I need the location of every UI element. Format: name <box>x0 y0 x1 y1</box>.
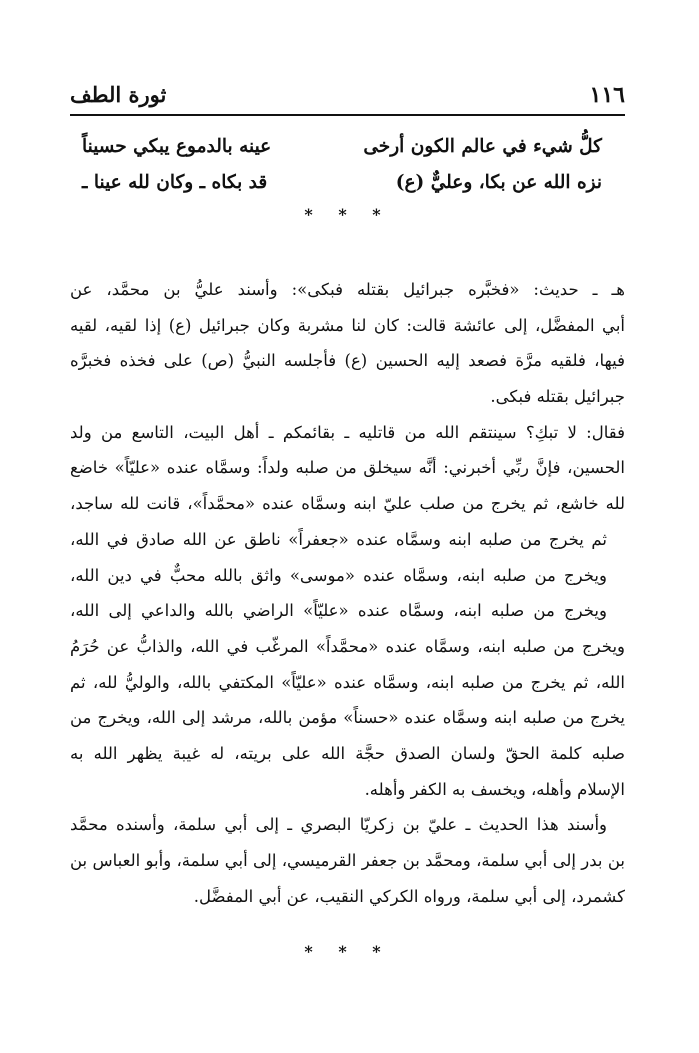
text-line: وأسند هذا الحديث ـ عليّ بن زكريّا البصري ـ إلى أبي سلمة، وأسنده محمَّد <box>70 815 607 835</box>
section-separator: * * * <box>304 205 391 224</box>
page-number: ١١٦ <box>589 82 625 108</box>
text-line: كشمرد، إلى أبي سلمة، ورواه الكركي النقيب، عن أبي المفضَّل. <box>193 886 625 906</box>
text-line: بن بدر إلى أبي سلمة، ومحمَّد بن جعفر القرميسي، إلى أبي سلمة، وأبو العباس بن <box>70 851 625 870</box>
text-line: ثم يخرج من صلبه ابنه وسمَّاه عنده «جعفراً» ناطق عن الله صادق في الله، <box>70 529 607 549</box>
text-line: لله خاشع، ثم يخرج من صلب عليّ ابنه وسمَّاه عنده «محمَّداً»، قانت لله ساجد، <box>70 494 625 514</box>
text-line: الله، ثم يخرج من صلبه ابنه، وسمَّاه عنده «عليّاً» المكتفي بالله، والوليُّ لله، ثم <box>70 672 625 692</box>
verse-first-hemistich: نزه الله عن بكا، وعليٌّ (ع) <box>395 172 602 193</box>
text-line: أبي المفضَّل، إلى عائشة قالت: كان لنا مشربة وكان جبرائيل (ع) إذا لقيه، لقيه <box>70 315 625 335</box>
verse-second-hemistich: قد بكاه ـ وكان لله عينا ـ <box>82 172 268 193</box>
section-separator: * * * <box>304 942 391 961</box>
body-text <box>70 272 625 914</box>
text-line: الإسلام وأهله، ويخسف به الكفر وأهله. <box>364 779 625 799</box>
poem <box>82 136 602 208</box>
text-line: ويخرج من صلبه ابنه، وسمَّاه عنده «عليّاً» الراضي بالله والداعي إلى الله، <box>70 601 607 621</box>
text-line: صلبه كلمة الحقّ ولسان الصدق حجَّة الله على بريته، له غيبة يظهر الله به <box>70 743 625 763</box>
text-line: ويخرج من صلبه ابنه، وسمَّاه عنده «محمَّداً» المرغّب في الله، والذابُّ عن حُرَمُ <box>70 636 625 656</box>
text-line: فقال: لا تبكِ؟ سينتقم الله من قاتليه ـ بقائمكم ـ أهل البيت، التاسع من ولد <box>70 422 625 442</box>
verse-second-hemistich: عينه بالدموع يبكي حسيناً <box>82 136 272 157</box>
verse-first-hemistich: كلُّ شيء في عالم الكون أرخى <box>363 136 602 157</box>
poem-verse <box>82 136 602 172</box>
page-header <box>70 80 625 116</box>
text-line: يخرج من صلبه ابنه وسمَّاه عنده «حسناً» مؤمن بالله، مرشد إلى الله، ويخرج من <box>70 708 625 728</box>
text-line: فيها، فلقيه مرَّة فصعد إليه الحسين (ع) فأجلسه النبيُّ (ص) على فخذه فخبرَّه <box>70 351 625 371</box>
text-line: جبرائيل بقتله فبكى. <box>490 387 625 407</box>
poem-verse <box>82 172 602 208</box>
text-line: هـ ـ حديث: «فخبَّره جبرائيل بقتله فبكى»: وأسند عليُّ بن محمَّد، عن <box>70 280 625 299</box>
text-line: ويخرج من صلبه ابنه، وسمَّاه عنده «موسى» واثق بالله محبٌّ في دين الله، <box>70 565 607 585</box>
text-line: الحسين، فإنَّ ربِّي أخبرني: أنَّه سيخلق من صلبه ولداً: وسمَّاه عنده «عليّاً» خاضع <box>70 458 625 478</box>
running-title: ثورة الطف <box>70 82 167 107</box>
